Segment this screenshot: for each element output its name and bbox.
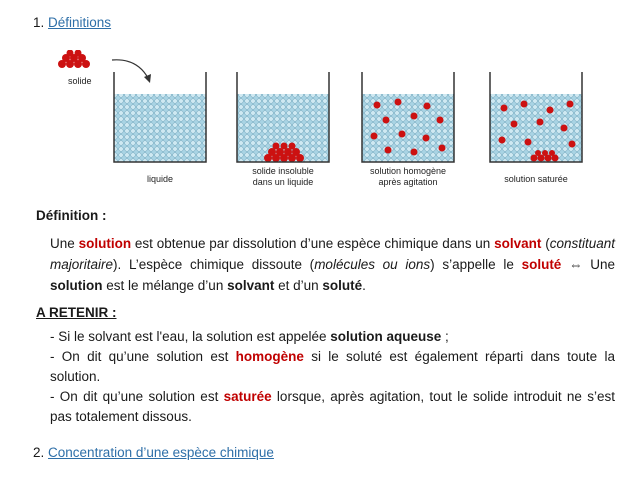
section-1-number: 1.: [33, 15, 45, 30]
caption-insoluble-1: solide insoluble: [252, 166, 314, 176]
term-solvant: solvant: [494, 236, 542, 251]
text-run: est le mélange d’un: [102, 278, 228, 293]
beaker-saturated: [490, 72, 582, 162]
caption-insoluble-2: dans un liquide: [252, 177, 314, 187]
caption-solid: solide: [68, 76, 92, 86]
section-2-number: 2.: [33, 445, 45, 460]
beaker-homogeneous: [362, 72, 454, 162]
text-run: ;: [441, 329, 449, 344]
section-2-title[interactable]: Concentration d’une espèce chimique: [48, 445, 274, 460]
text-run: .: [362, 278, 366, 293]
beaker-insoluble: [237, 72, 329, 162]
caption-saturated: solution saturée: [504, 174, 568, 184]
term-solute: soluté: [521, 257, 562, 272]
definition-text: [50, 233, 615, 296]
retenir-item: [50, 387, 615, 427]
section-1-title[interactable]: Définitions: [48, 15, 112, 30]
text-run: (: [541, 236, 550, 251]
italic-run: molécules ou ions: [314, 257, 431, 272]
text-run: lorsque, après agitation, tout le solide introduit ne s’est pas totalement dissous.: [50, 389, 615, 424]
term-solution-2: solution: [50, 278, 103, 293]
term-solvant-2: solvant: [227, 278, 275, 293]
term-homogene: homogène: [235, 349, 304, 364]
italic-run: constituant majoritaire: [50, 236, 615, 272]
text-run: est obtenue par dissolution d’une espèce chimique dans un: [131, 236, 495, 251]
section-1-heading: [33, 15, 111, 30]
term-solute-2: soluté: [322, 278, 363, 293]
text-run: ). L’espèce chimique dissoute (: [113, 257, 315, 272]
retenir-list: [50, 327, 615, 427]
solid-pile: [58, 50, 90, 68]
caption-liquid: liquide: [146, 174, 174, 184]
retenir-title: A RETENIR :: [36, 305, 117, 320]
pour-arrow: [112, 60, 148, 78]
text-run: - On dit qu’une solution est: [50, 389, 224, 404]
caption-homogeneous-2: après agitation: [378, 177, 438, 187]
retenir-item: [50, 347, 615, 387]
text-run: et d’un: [274, 278, 323, 293]
dissolution-figure: [52, 50, 632, 200]
retenir-item: [50, 327, 615, 347]
text-run: - Si le solvant est l'eau, la solution est appelée: [50, 329, 331, 344]
text-run: Une: [590, 257, 615, 272]
caption-homogeneous-1: solution homogène: [369, 166, 447, 176]
text-run: ) s’appelle le: [430, 257, 522, 272]
term-solution-aqueuse: solution aqueuse: [330, 329, 442, 344]
text-run: Une: [50, 236, 79, 251]
equivalence-arrow-icon: ⇔: [561, 257, 591, 272]
text-run: - On dit qu’une solution est: [50, 349, 236, 364]
definition-title: Définition :: [36, 208, 107, 223]
arrow-head-icon: [144, 74, 151, 83]
text-run: si le soluté est également réparti dans toute la solution.: [50, 349, 615, 384]
beaker-liquid: [114, 72, 206, 162]
term-saturee: saturée: [223, 389, 272, 404]
term-solution: solution: [78, 236, 132, 251]
section-2-heading: [33, 445, 274, 460]
